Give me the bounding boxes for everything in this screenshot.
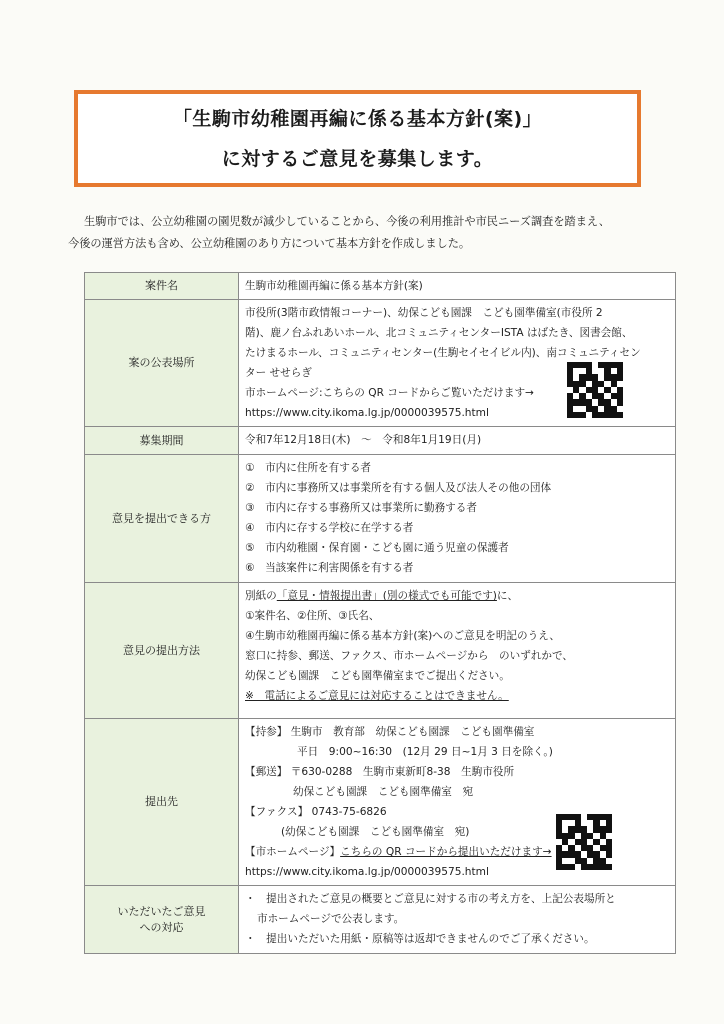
row-eligible: [85, 455, 676, 583]
response-item-1-line-2: 市ホームページで公表します。: [257, 913, 405, 925]
label-case: 案件名: [85, 273, 239, 300]
qr-module: [617, 412, 623, 418]
submit-url-link[interactable]: https://www.city.ikoma.lg.jp/0000039575.html: [245, 866, 489, 878]
eligible-item-4: ④ 市内に存する学校に在学する者: [245, 522, 414, 534]
value-response: [239, 886, 676, 954]
eligible-item-2: ② 市内に事務所又は事業所を有する個人及び法人その他の団体: [245, 482, 552, 494]
submit-line-6: (幼保こども園課 こども園準備室 宛): [281, 826, 470, 838]
title-line-1: 「生駒市幼稚園再編に係る基本方針(案)」: [172, 107, 543, 130]
place-line-1: 市役所(3階市政情報コーナー)、幼保こども園課 こども園準備室(市役所 2: [245, 307, 603, 319]
submit-qr-link-text[interactable]: こちらの QR コードから提出いただけます→: [340, 846, 552, 858]
method-line-5: 幼保こども園課 こども園準備室までご提出ください。: [245, 670, 510, 682]
method-form-name: 「意見・情報提出書」(別の様式でも可能です): [276, 590, 497, 602]
method-line-2: ①案件名、②住所、③氏名、: [245, 610, 380, 622]
value-eligible: [239, 455, 676, 583]
title-box: [74, 90, 641, 187]
label-response-line-2: への対応: [139, 920, 184, 934]
label-method: 意見の提出方法: [85, 583, 239, 719]
place-line-5: 市ホームページ:こちらの QR コードからご覧いただけます→: [245, 387, 534, 399]
eligible-item-1: ① 市内に住所を有する者: [245, 462, 372, 474]
place-line-3: たけまるホール、コミュニティセンター(生駒セイセイビル内)、南コミュニティセン: [245, 347, 641, 359]
value-case: 生駒市幼稚園再編に係る基本方針(案): [239, 273, 676, 300]
method-line-3: ④生駒市幼稚園再編に係る基本方針(案)へのご意見を明記のうえ、: [245, 630, 561, 642]
method-phone-note: ※ 電話によるご意見には対応することはできません。: [245, 690, 509, 702]
label-period: 募集期間: [85, 427, 239, 455]
label-place: 案の公表場所: [85, 300, 239, 427]
label-eligible: 意見を提出できる方: [85, 455, 239, 583]
qr-code-submit[interactable]: [556, 814, 612, 870]
submit-line-5: 【ファクス】 0743-75-6826: [245, 806, 387, 818]
intro-paragraph: [68, 211, 678, 255]
title-line-2: に対するご意見を募集します。: [221, 147, 494, 170]
eligible-item-6: ⑥ 当該案件に利害関係を有する者: [245, 562, 414, 574]
submit-line-4: 幼保こども園課 こども園準備室 宛: [293, 786, 474, 798]
submit-line-3: 【郵送】 〒630-0288 生駒市東新町8-38 生駒市役所: [245, 766, 515, 778]
row-period: [85, 427, 676, 455]
row-method: [85, 583, 676, 719]
submit-line-1: 【持参】 生駒市 教育部 幼保こども園課 こども園準備室: [245, 726, 535, 738]
intro-line-2: 今後の運営方法も含め、公立幼稚園のあり方について基本方針を作成しました。: [68, 237, 471, 250]
place-line-2: 階)、鹿ノ台ふれあいホール、北コミュニティセンターISTA はばたき、図書会館、: [245, 327, 633, 339]
submit-line-2: 平日 9:00~16:30 (12月 29 日~1月 3 日を除く。): [297, 746, 553, 758]
eligible-item-3: ③ 市内に存する事務所又は事業所に勤務する者: [245, 502, 477, 514]
label-submit: 提出先: [85, 719, 239, 886]
eligible-item-5: ⑤ 市内幼稚園・保育園・こども園に通う児童の保護者: [245, 542, 509, 554]
method-line-1-pre: 別紙の: [245, 590, 277, 602]
qr-module: [606, 864, 612, 870]
row-response: [85, 886, 676, 954]
label-response: [85, 886, 239, 954]
response-item-2: ・ 提出いただいた用紙・原稿等は返却できませんのでご了承ください。: [245, 933, 595, 945]
label-response-line-1: いただいたご意見: [117, 904, 206, 918]
row-case: [85, 273, 676, 300]
method-line-1-post: に、: [496, 590, 519, 602]
response-item-1-line-1: ・ 提出されたご意見の概要とご意見に対する市の考え方を、上記公表場所と: [245, 893, 616, 905]
place-url-link[interactable]: https://www.city.ikoma.lg.jp/0000039575.html: [245, 407, 489, 419]
value-method: [239, 583, 676, 719]
value-period: 令和7年12月18日(木) ～ 令和8年1月19日(月): [239, 427, 676, 455]
place-line-4: ター せせらぎ: [245, 367, 312, 379]
method-line-1: [245, 586, 669, 606]
qr-code-view[interactable]: [567, 362, 623, 418]
method-line-4: 窓口に持参、郵送、ファクス、市ホームページから のいずれかで、: [245, 650, 573, 662]
submit-line-7-pre: 【市ホームページ】: [245, 846, 341, 858]
intro-line-1: 生駒市では、公立幼稚園の園児数が減少していることから、今後の利用推計や市民ニーズ調査を踏まえ、: [84, 215, 610, 228]
